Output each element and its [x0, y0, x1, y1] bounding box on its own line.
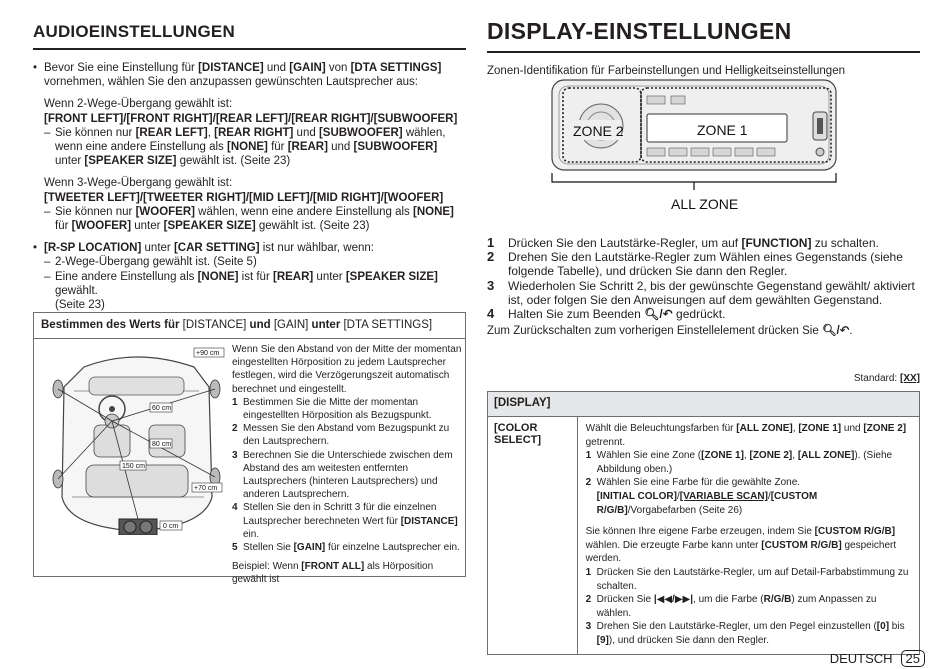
zone1-label: ZONE 1: [697, 122, 748, 138]
table-row: [488, 417, 919, 654]
zone2-label: ZONE 2: [573, 123, 624, 139]
step-2: 2 Drehen Sie den Lautstärke-Regler zum Wählen eines Gegenstands (siehe folgende Tabelle), und drücken Sie dann den Regler.: [487, 249, 903, 279]
all-zone-bracket: [552, 173, 836, 190]
label-rear-left: 150 cm: [122, 463, 145, 470]
back-note: Zum Zurückschalten zum vorherigen Einstellelement drücken Sie 🔍︎/↶.: [487, 325, 853, 338]
row-label: [COLOR SELECT]: [488, 417, 578, 654]
search-back-icon: 🔍︎/↶: [644, 307, 673, 322]
label-center: 80 cm: [152, 441, 172, 448]
step-4: 4 Halten Sie zum Beenden 🔍︎/↶ gedrückt.: [487, 306, 726, 322]
label-subwoofer: 0 cm: [163, 523, 179, 530]
three-way-note: – Sie können nur [WOOFER] wählen, wenn eine andere Einstellung als [NONE] für [WOOFER] unter [SPEAKER SIZE] gewählt ist. (Seite 23): [44, 205, 466, 233]
display-steps: [487, 236, 920, 338]
footer-language: DEUTSCH: [829, 650, 893, 666]
car-speaker-diagram: [44, 347, 229, 535]
right-column: [487, 18, 920, 78]
page-number: 25: [901, 650, 925, 667]
table-header: [DISPLAY]: [488, 392, 919, 417]
three-way-block: Wenn 3-Wege-Übergang gewählt ist: [TWEETER LEFT]/[TWEETER RIGHT]/[MID LEFT]/[MID RIGHT]/[WOOFER] – Sie können nur [WOOFER] wählen, wenn eine andere Einstellung als [NONE] für [WOOFER] unter [SPEAKER SIZE] gewählt ist. (Seite 23): [33, 176, 466, 233]
label-rear-right: +70 cm: [194, 485, 218, 492]
audio-settings-heading: AUDIOEINSTELLUNGEN: [33, 22, 466, 50]
search-back-icon-2: 🔍︎/↶: [821, 325, 850, 338]
display-settings-heading: DISPLAY-EINSTELLUNGEN: [487, 18, 920, 53]
step-3: 3 Wiederholen Sie Schritt 2, bis der gewünschte Gegenstand gewählt/ aktiviert ist, oder folgen Sie den Anweisungen auf dem gewählten Gegenstand.: [487, 277, 915, 307]
zone-subtitle: Zonen-Identifikation für Farbeinstellungen und Helligkeitseinstellungen: [487, 65, 845, 77]
left-column: [33, 22, 466, 312]
step-1: 1 Drücken Sie den Lautstärke-Regler, um auf [FUNCTION] zu schalten.: [487, 235, 879, 250]
row-description: Wählt die Beleuchtungsfarben für [ALL ZONE], [ZONE 1] und [ZONE 2] getrennt. 1 Wählen Sie eine Zone ([ZONE 1], [ZONE 2], [ALL ZONE]). (Siehe Abbildung oben.) 2 Wählen Sie eine Farbe für die gewählte Zone. [INITIAL COLOR]/[VARIABLE SCAN]/[CUSTOM R/G/B]/Vorgabefarben (Seite 26) Sie können Ihre eigene Farbe erzeugen, indem Sie [CUSTOM R/G/B] wählen. Die erzeugte Farbe kann unter [CUSTOM R/G/B] gespeichert werden. 1 Drücken Sie den Lautstärke-Regler, um auf Detail-Farbabstimmung zu schalten. 2 Drücken Sie |◀◀/▶▶|, um die Farbe (R/G/B) zum Anpassen zu wählen. 3 Drehen Sie den Lautstärke-Regler, um den Pegel einzustellen ([0] bis [9]), und drücken Sie dann den Regler.: [585, 423, 909, 646]
box-title: Bestimmen des Werts für [DISTANCE] und [GAIN] unter [DTA SETTINGS]: [34, 313, 465, 339]
box-instructions: Wenn Sie den Abstand von der Mitte der momentan eingestellten Hörposition zu jedem Lautsprecher festlegen, wird die Verzögerungszeit automatisch berechnet und eingestellt. 1 Bestimmen Sie die Mitte der momentan eingestellten Hörposition als Bezugspunkt. 2 Messen Sie den Abstand vom Bezugspunkt zu den Lautsprechern. 3 Berechnen Sie die Unterschiede zwischen dem Abstand des am weitesten entfernten Lautsprechers (hinteren Lautsprechers) und anderen Lautsprechern. 4 Stellen Sie den in Schritt 3 für die einzelnen Lautsprecher berechneten Wert für [DISTANCE] ein. 5 Stellen Sie [GAIN] für einzelne Lautsprecher ein. Beispiel: Wenn [FRONT ALL] als Hörposition gewählt ist: [232, 344, 462, 586]
distance-gain-box: [33, 312, 466, 586]
standard-note: Standard: [XX]: [853, 373, 920, 384]
two-way-block: Wenn 2-Wege-Übergang gewählt ist: [FRONT LEFT]/[FRONT RIGHT]/[REAR LEFT]/[REAR RIGHT]/[SUBWOOFER] – Sie können nur [REAR LEFT], [REAR RIGHT] und [SUBWOOFER] wählen, wenn eine andere Einstellung als [NONE] für [REAR] und [SUBWOOFER] unter [SPEAKER SIZE] gewählt ist. (Seite 23): [33, 97, 466, 168]
label-front-left: 60 cm: [152, 405, 172, 412]
display-settings-table: [487, 391, 920, 655]
bullet-rsp-location: • [R-SP LOCATION] unter [CAR SETTING] ist nur wählbar, wenn: – 2-Wege-Übergang gewählt ist. (Seite 5) – Eine andere Einstellung als [NONE] ist für [REAR] unter [SPEAKER SIZE] gewählt. (Seite 23): [33, 241, 466, 312]
zone-diagram: [549, 78, 861, 218]
two-way-note: – Sie können nur [REAR LEFT], [REAR RIGHT] und [SUBWOOFER] wählen, wenn eine andere Einstellung als [NONE] für [REAR] und [SUBWOOFER] unter [SPEAKER SIZE] gewählt ist. (Seite 23): [44, 126, 466, 169]
label-front-right: +90 cm: [196, 350, 220, 357]
bullet-select-speaker: • Bevor Sie eine Einstellung für [DISTANCE] und [GAIN] von [DTA SETTINGS] vornehmen, wählen Sie den anzupassen gewünschten Lautsprecher aus:: [33, 61, 466, 89]
all-zone-label: ALL ZONE: [671, 196, 739, 212]
prev-next-icon: |◀◀/▶▶|: [653, 594, 694, 606]
footer: [780, 649, 925, 667]
